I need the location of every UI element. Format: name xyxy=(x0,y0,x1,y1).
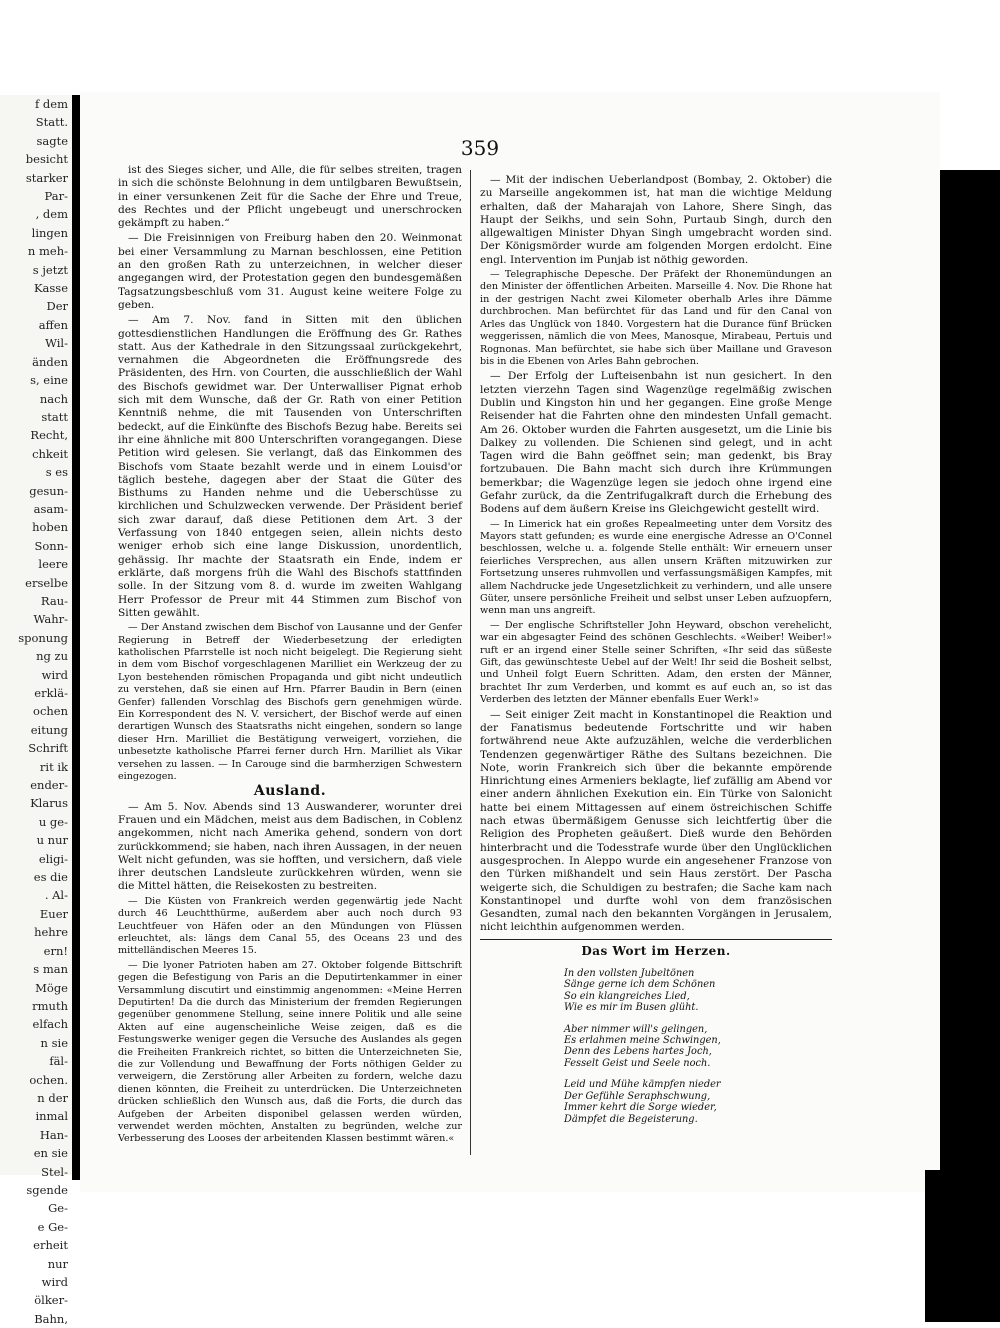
poem-stanza xyxy=(564,968,832,1014)
poem-line: Aber nimmer will's gelingen, xyxy=(564,1023,708,1035)
margin-fragment: es die xyxy=(33,870,68,885)
margin-fragment: Statt. xyxy=(35,115,68,130)
margin-fragment: . Al- xyxy=(44,888,68,903)
poem-line: Fesselt Geist und Seele noch. xyxy=(564,1057,711,1069)
poem-line: Wie es mir im Busen glüht. xyxy=(564,1002,699,1014)
margin-fragment: rit ik xyxy=(39,759,68,774)
margin-fragment: ochen xyxy=(33,704,68,719)
margin-fragment: wird xyxy=(41,667,68,682)
margin-fragment: s es xyxy=(45,465,68,480)
poem-line: In den vollsten Jubeltönen xyxy=(564,968,695,980)
margin-fragment: Rau- xyxy=(40,593,68,608)
margin-fragment: nach xyxy=(39,391,68,406)
right-column xyxy=(480,174,832,1135)
margin-fragment: elfach xyxy=(32,1017,68,1032)
paragraph: — Die Küsten von Frankreich werden gegenwärtig jede Nacht durch 46 Leuchtthürme, außerdem aber auch noch durch 93 Leuchtfeuer von Häfen oder an den Mündungen von Flüssen erleuchtet, als: längs dem Canal 55, des Oceans 23 und des mittelländischen Meeres 15. xyxy=(118,895,462,957)
binding-gutter xyxy=(72,95,80,1180)
paragraph: — Der Anstand zwischen dem Bischof von Lausanne und der Genfer Regierung in Betreff der Wiederbesetzung der erledigten katholischen Pfarrstelle ist noch nicht beigelegt. Die Regierung sieht in dem vom Bischof vorgeschlagenen Marilliet ein Werkzeug der zu Lyon bestehenden römischen Propaganda und gibt nicht undeutlich zu verstehen, daß sie einen auf Hrn. Pfarrer Baudin in Bern (einen Genfer) fallenden Vorschlag des Bischofs gern genehmigen würde. Ein Korrespondent des N. V. versichert, der Bischof werde auf einen derartigen Wunsch des Staatsraths nicht eingehen, sondern so lange dieser Hrn. Marilliet die Bestätigung verweigert, vorziehen, die unbesetzte katholische Pfarrei ferner durch Hrn. Marilliet als Vikar versehen zu lassen. — In Carouge sind die barmherzigen Schwestern eingezogen. xyxy=(118,622,462,782)
poem-line: Leid und Mühe kämpfen nieder xyxy=(564,1079,721,1091)
margin-fragment: Wahr- xyxy=(33,612,68,627)
margin-fragment: inmal xyxy=(35,1109,68,1124)
margin-fragment: leere xyxy=(38,557,68,572)
paragraph: — Die Freisinnigen von Freiburg haben den 20. Weinmonat bei einer Versammlung zu Marnan beschlossen, eine Petition an den großen Rath zu unterzeichnen, in welcher dieser angegangen wird, der Protestation gegen den bundesgemäßen Tagsatzungsbeschluß vom 31. August keine weitere Folge zu geben. xyxy=(118,232,462,311)
margin-fragment: hoben xyxy=(32,520,68,535)
margin-fragment: nur xyxy=(47,1256,68,1271)
margin-fragment: Sonn- xyxy=(34,538,68,553)
margin-fragment: n der xyxy=(37,1090,68,1105)
paragraph: ist des Sieges sicher, und Alle, die für selbes streiten, tragen in sich die schönste Belohnung in dem untilgbaren Bewußtsein, in einer versunkenen Zeit für die Sache der Ehre und Treue, des Rechtes und der Pflicht ungebeugt und unerschrocken gekämpft zu haben.“ xyxy=(118,164,462,230)
margin-fragment: Han- xyxy=(39,1127,68,1142)
margin-fragment: s jetzt xyxy=(32,262,68,277)
margin-fragment: erklä- xyxy=(34,686,68,700)
margin-fragment: eitung xyxy=(30,722,68,737)
paragraph: — Am 7. Nov. fand in Sitten mit den üblichen gottesdienstlichen Handlungen die Eröffnung des Gr. Rathes statt. Aus der Kathedrale in den Sitzungssaal zurückgekehrt, vernahmen die Abgeordneten die Eröffnungsrede des Präsidenten, des Hrn. von Courten, die ausschließlich der Wahl des Bischofs gewidmet war. Der Unterwalliser Pignat erhob sich mit dem Wunsche, daß der Gr. Rath von einer Petition Kenntniß nehme, die mit Tausenden von Unterschriften bedeckt, auf die Einkünfte des Bischofs Bezug habe. Bereits sei ihr eine ähnliche mit 800 Unterschriften vorangegangen. Diese Petition wird gelesen. Sie verlangt, daß das Einkommen des Bischofs vom Staate bezahlt werde und in einem Louisd'or täglich bestehe, dagegen aber der Staat die Güter des Bisthums zu Handen nehme und die Ueberschüsse zu kirchlichen und Schulzwecken verwende. Der Präsident berief sich zwar darauf, daß diese Petitionen dem Art. 3 der Verfassung von 1840 entgegen seien, allein nichts desto weniger erhob sich eine lange Diskussion, unordentlich, gehässig. Ihr machte der Staatsrath ein Ende, indem er erklärte, daß morgens früh die Wahl des Bischofs stattfinden solle. In der Sitzung vom 8. d. wurde im zweiten Wahlgang Herr Professor de Preur mit 44 Stimmen zum Bischof von Sitten gewählt. xyxy=(118,314,462,619)
poem-line: Immer kehrt die Sorge wieder, xyxy=(564,1102,717,1114)
bottom-right-dark-edge xyxy=(925,1170,1000,1322)
margin-fragment: n sie xyxy=(40,1035,68,1050)
margin-fragment: , dem xyxy=(35,207,68,222)
margin-fragment: rmuth xyxy=(32,998,68,1013)
paragraph: — Der Erfolg der Lufteisenbahn ist nun gesichert. In den letzten vierzehn Tagen sind Wagenzüge regelmäßig zwischen Dublin und Kingston hin und her gegangen. Eine große Menge Reisender hat die Fahrten ohne den mindesten Unfall gemacht. Am 26. Oktober wurden die Fahrten ausgesetzt, um die Linie bis Dalkey zu vollenden. Die Schienen sind gelegt, und in acht Tagen wird die Bahn geöffnet sein; man gedenkt, bis Bray fortzubauen. Die Bahn macht sich durch ihre Krümmungen bemerkbar; die Wagenzüge legen sie jedoch ohne irgend eine Gefahr zurück, da die Zentrifugalkraft durch die Erhebung des Bodens auf dem äußern Kreise ins Gleichgewicht gestellt wird. xyxy=(480,370,832,516)
margin-fragment: Der xyxy=(46,299,68,314)
left-column xyxy=(118,164,462,1148)
margin-fragment: Par- xyxy=(44,189,68,204)
margin-fragment: besicht xyxy=(25,152,68,167)
margin-fragment: Schrift xyxy=(28,741,68,756)
margin-fragment: Klarus xyxy=(30,796,68,811)
paragraph: — In Limerick hat ein großes Repealmeeting unter dem Vorsitz des Mayors statt gefunden; es wurde eine energische Adresse an O'Connel beschlossen, welche u. a. folgende Stelle enthält: Wir erneuern unser feierliches Versprechen, aus allen unsern Kräften mitzuwirken zur Fortsetzung unseres ruhmvollen und verfassungsmäßigen Kampfes, mit allem Nachdrucke jede Ungesetzlichkeit zu verhindern, und alle unsere Güter, unsere persönliche Freiheit und selbst unser Leben aufzuopfern, wenn man uns angreift. xyxy=(480,518,832,617)
poem-stanza xyxy=(564,1079,832,1125)
margin-fragment: Ge- xyxy=(48,1201,68,1216)
paragraph: — Am 5. Nov. Abends sind 13 Auswanderer, worunter drei Frauen und ein Mädchen, meist aus dem Badischen, in Coblenz angekommen, nicht nach Amerika gehend, sondern von dort zurückkommend; sie haben, nach ihren Aussagen, in der neuen Welt nicht gefunden, was sie hofften, und versichern, daß viele ihrer deutschen Landsleute zurückkehren würden, wenn sie die Mittel hätten, die Reisekosten zu bestreiten. xyxy=(118,800,462,893)
paragraph: — Seit einiger Zeit macht in Konstantinopel die Reaktion und der Fanatismus bedeutende Fortschritte und wir haben fortwährend neue Akte aufzuzählen, welche die verderblichen Tendenzen gegenwärtiger Räthe des Sultans bezeichnen. Die Note, worin Frankreich sich über die bekannte empörende Hinrichtung eines Armeniers beklagte, lief zufällig am Abend vor einer andern ähnlichen Exekution ein. Ein Türke von Salonicht hatte bei einem Mittagessen auf einem östreichischen Schiffe nach etwas übermäßigem Genusse sich leichtfertig über die Religion des Propheten geäußert. Dieß wurde den Behörden hinterbracht und die Todesstrafe wurde über den Unglücklichen ausgesprochen. In Aleppo wurde ein angesehener Franzose von den Türken mißhandelt und sein Haus zerstört. Der Pascha weigerte sich, die Schuldigen zu bestrafen; die Sache kam nach Konstantinopel und durfte wohl von dem französischen Gesandten, zumal nach den bekannten Vorgängen in Jerusalem, nicht leichthin aufgenommen werden. xyxy=(480,708,832,934)
margin-fragment: wird xyxy=(41,1275,68,1289)
margin-fragment: f dem xyxy=(35,97,68,111)
margin-fragment: starker xyxy=(25,170,68,185)
margin-fragment: erselbe xyxy=(25,575,68,590)
margin-fragment: u nur xyxy=(36,833,68,848)
margin-fragment: Wil- xyxy=(45,336,68,351)
margin-fragment: s man xyxy=(33,962,68,977)
margin-fragment: ern! xyxy=(43,943,68,958)
margin-fragment: ng zu xyxy=(36,649,68,664)
margin-fragment: gesun- xyxy=(29,483,68,498)
margin-fragment: ender- xyxy=(30,778,68,793)
paragraph: — Telegraphische Depesche. Der Präfekt der Rhonemündungen an den Minister der öffentlichen Arbeiten. Marseille 4. Nov. Die Rhone hat in der gestrigen Nacht zwei Kilometer oberhalb Arles ihre Dämme durchbrochen. Man befürchtet für das Land und für den Canal von Arles das Unglück von 1840. Vorgestern hat die Durance fünf Brücken weggerissen, nämlich die von Mees, Manosque, Mirabeau, Pertuis und Rognonas. Man befürchtet, sie habe sich über Maillane und Graveson bis in die Ebenen von Arles Bahn gebrochen. xyxy=(480,269,832,367)
margin-fragment: fäl- xyxy=(49,1054,68,1069)
margin-fragment: Bahn, xyxy=(34,1311,68,1326)
poem-line: Denn des Lebens hartes Joch, xyxy=(564,1046,712,1058)
margin-fragment: hehre xyxy=(34,925,68,940)
poem-line: Es erlahmen meine Schwingen, xyxy=(564,1035,721,1047)
margin-fragment: Kasse xyxy=(33,281,68,296)
margin-fragment: en sie xyxy=(33,1146,68,1161)
right-dark-edge xyxy=(940,170,1000,1310)
margin-fragment: sagte xyxy=(36,133,68,148)
poem-title: Das Wort im Herzen. xyxy=(581,943,731,958)
margin-fragment: sponung xyxy=(18,630,68,645)
margin-fragment: Recht, xyxy=(30,428,68,443)
margin-fragment: ölker- xyxy=(34,1293,68,1308)
poem-stanza xyxy=(564,1024,832,1070)
margin-fragment: sgende xyxy=(26,1182,68,1197)
margin-fragment: Möge xyxy=(35,980,68,995)
poem-rule xyxy=(480,939,832,940)
top-margin xyxy=(0,0,1000,95)
margin-fragment: s, eine xyxy=(30,373,68,388)
margin-fragment: n meh- xyxy=(27,244,68,259)
margin-fragment: eligi- xyxy=(38,851,68,866)
margin-fragment: lingen xyxy=(31,225,68,240)
margin-fragment: Stel- xyxy=(41,1164,68,1179)
margin-fragment: erheit xyxy=(33,1238,68,1253)
margin-fragment: änden xyxy=(32,354,68,369)
margin-fragment: affen xyxy=(38,317,68,332)
paragraph: — Die lyoner Patrioten haben am 27. Oktober folgende Bittschrift gegen die Befestigung von Paris an die Deputirtenkammer in einer Versammlung discutirt und einstimmig angenommen: «Meine Herren Deputirten! Da die durch das Ministerium der fremden Regierungen gegenüber genommene Stellung, seine innere Politik und alle seine Akten auf eine augenscheinliche Weise zeigen, daß es die Festungswerke weniger gegen die Versuche des Auslandes als gegen die Freiheiten Frankreich richtet, so bitten die Unterzeichneten Sie, die zur Vollendung und Bewaffnung der Forts nöthigen Gelder zu verweigern, die Zerstörung aller Arbeiten zu fordern, welche dazu dienen könnten, die Freiheit zu unterdrücken. Die Unterzeichneten drücken schließlich den Wunsch aus, daß die Forts, die durch das Aufgeben der Arbeiten disponibel gelassen werden würden, verwendet werden möchten, Anstalten zu begründen, welche zur Verbesserung des Looses der arbeitenden Klassen bestimmt wären.« xyxy=(118,959,462,1145)
previous-page-edge xyxy=(0,95,72,1326)
section-heading: Ausland. xyxy=(253,783,327,800)
paragraph: — Der englische Schriftsteller John Heyward, obschon verehelicht, war ein abgesagter Feind des schönen Geschlechts. «Weiber! Weiber!» ruft er an irgend einer Stelle seiner Schriften, «Ihr seid das süßeste Gift, das gewünschteste Uebel auf der Welt! Ihr seid die Bosheit selbst, und Unheil folgt Euern Schritten. Adam, den ersten der Männer, brachtet Ihr zum Verderben, und kommt es auf euch an, so ist das Verderben des letzten der Männer ebenfalls Euer Werk!» xyxy=(480,619,832,706)
margin-fragment: chkeit xyxy=(32,446,68,461)
margin-fragment: u ge- xyxy=(38,814,68,829)
column-divider xyxy=(470,170,471,1155)
page-number: 359 xyxy=(460,136,500,160)
margin-fragment: e Ge- xyxy=(37,1219,68,1234)
poem-line: So ein klangreiches Lied, xyxy=(564,990,690,1002)
margin-fragment: statt xyxy=(41,409,68,424)
paragraph: — Mit der indischen Ueberlandpost (Bombay, 2. Oktober) die zu Marseille angekommen ist, hat man die wichtige Meldung erhalten, daß der Maharajah von Lahore, Shere Singh, das Haupt der Seikhs, und sein Sohn, Purtaub Singh, durch den allgewaltigen Minister Dhyan Singh umgebracht worden sind. Der Königsmörder wurde am folgenden Morgen erdolcht. Eine engl. Intervention im Punjab ist nöthig geworden. xyxy=(480,174,832,266)
margin-fragment: asam- xyxy=(33,501,68,516)
margin-fragment: Euer xyxy=(39,906,68,921)
margin-fragment: ochen. xyxy=(29,1072,68,1087)
poem-line: Sänge gerne ich dem Schönen xyxy=(564,979,716,991)
poem-line: Dämpfet die Begeisterung. xyxy=(564,1113,698,1125)
poem-line: Der Gefühle Seraphschwung, xyxy=(564,1090,711,1102)
